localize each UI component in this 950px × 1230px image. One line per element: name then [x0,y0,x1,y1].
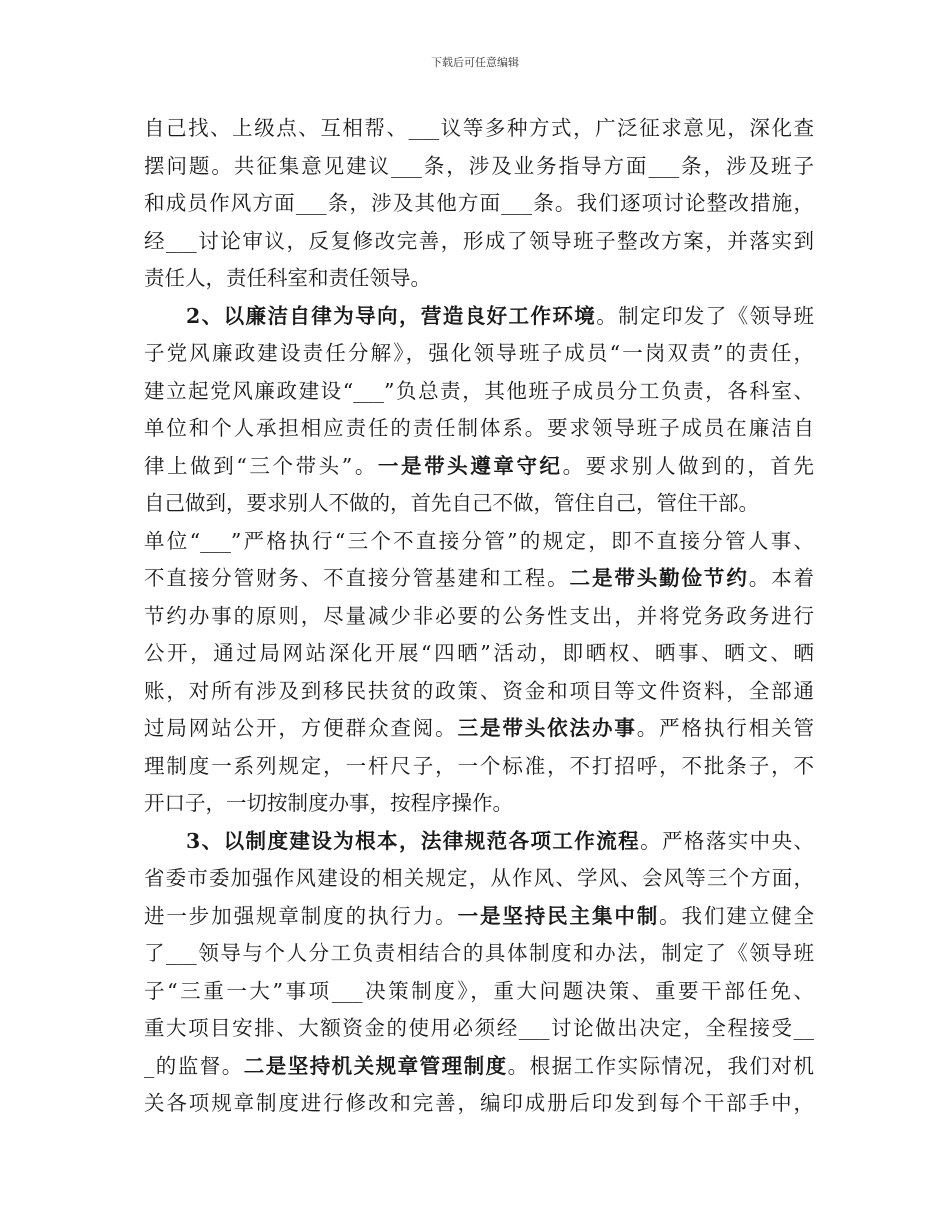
text-line [144,785,814,823]
text-line [144,635,814,673]
text-segment: 自己找、上级点、互相帮、___议等多种方式，广泛征求意见，深化查 [144,116,814,140]
text-line [144,973,814,1011]
text-segment: 子党风廉政建设责任分解》，强化领导班子成员“一岗双责”的责任， [144,341,814,365]
text-segment: 重大项目安排、大额资金的使用必须经___讨论做出决定，全程接受__ [144,1016,814,1040]
text-line [144,298,814,336]
bold-text-segment: 一是带头遵章守纪 [377,453,563,478]
text-line [144,1010,814,1048]
text-line [144,673,814,711]
text-segment: 和成员作风方面___条，涉及其他方面___条。我们逐项讨论整改措施， [144,191,814,215]
text-line [144,335,814,373]
text-segment: 。我们建立健全 [659,903,815,928]
text-segment: 。要求别人做到的，首先 [562,453,814,478]
text-line [144,223,814,261]
text-segment: 进一步加强规章制度的执行力。 [144,903,458,928]
text-segment: 建立起党风廉政建设“___”负总责，其他班子成员分工负责，各科室、 [144,378,814,403]
text-segment: 律上做到“三个带头”。 [144,453,378,478]
text-line [144,1085,814,1123]
text-segment: 。严格落实中央、 [640,828,815,853]
text-segment: 。制定印发了《领导班 [596,303,815,328]
bold-text-segment: 二是坚持机关规章管理制度 [243,1053,508,1078]
text-segment: 。严格执行相关管 [636,716,815,740]
bold-text-segment: 2、以廉洁自律为导向，营造良好工作环境 [186,303,597,328]
text-line [144,898,814,936]
text-segment: _的监督。 [144,1053,244,1078]
text-segment: 单位和个人承担相应责任的责任制体系。要求领导班子成员在廉洁自 [144,416,814,440]
text-line [144,1048,814,1086]
text-line [144,148,814,186]
text-segment: 账，对所有涉及到移民扶贫的政策、资金和项目等文件资料，全部通 [144,678,814,703]
text-segment: 。本着 [748,566,815,590]
text-segment: 摆问题。共征集意见建议___条，涉及业务指导方面___条，涉及班子 [144,153,814,178]
text-segment: 过局网站公开，方便群众查阅。 [144,716,458,740]
text-line [144,260,814,298]
text-segment: 单位“___”严格执行“三个不直接分管”的规定，即不直接分管人事、 [144,528,814,553]
text-line [144,410,814,448]
text-segment: 公开，通过局网站深化开展“四晒”活动，即晒权、晒事、晒文、晒 [144,641,814,665]
text-segment: 。根据工作实际情况，我们对机 [507,1053,815,1078]
bold-text-segment: 三是带头依法办事 [457,716,637,740]
document-body [144,110,814,1123]
text-segment: 开口子，一切按制度办事，按程序操作。 [144,791,513,815]
text-line [144,935,814,973]
text-segment: 子“三重一大”事项___决策制度》，重大问题决策、重要干部任免、 [144,978,814,1003]
bold-text-segment: 一是坚持民主集中制 [457,903,660,928]
text-segment: 节约办事的原则，尽量减少非必要的公务性支出，并将党务政务进行 [144,603,814,628]
text-line [144,748,814,786]
page-header: 下载后可任意编辑 [431,56,519,69]
text-line [144,448,814,486]
bold-text-segment: 二是带头勤俭节约 [569,566,749,590]
text-line [144,523,814,561]
text-line [144,373,814,411]
text-line [144,598,814,636]
text-segment: 理制度一系列规定，一杆尺子，一个标准，不打招呼，不批条子，不 [144,753,814,778]
text-segment: 关各项规章制度进行修改和完善，编印成册后印发到每个干部手中， [144,1091,814,1115]
text-segment: 不直接分管财务、不直接分管基建和工程。 [144,566,570,590]
text-line [144,823,814,861]
text-segment: 自己做到，要求别人不做的，首先自己不做，管住自己，管住干部。 [144,491,759,515]
text-line [144,110,814,148]
text-line [144,185,814,223]
text-segment: 责任人，责任科室和责任领导。 [144,266,431,290]
text-line [144,860,814,898]
bold-text-segment: 3、以制度建设为根本，法律规范各项工作流程 [186,828,641,853]
text-segment: 省委市委加强作风建设的相关规定，从作风、学风、会风等三个方面， [144,866,814,890]
text-line [144,710,814,748]
text-segment: 了___领导与个人分工负责相结合的具体制度和办法，制定了《领导班 [144,941,814,965]
text-line [144,485,814,523]
text-segment: 经___讨论审议，反复修改完善，形成了领导班子整改方案，并落实到 [144,228,814,253]
text-line [144,560,814,598]
